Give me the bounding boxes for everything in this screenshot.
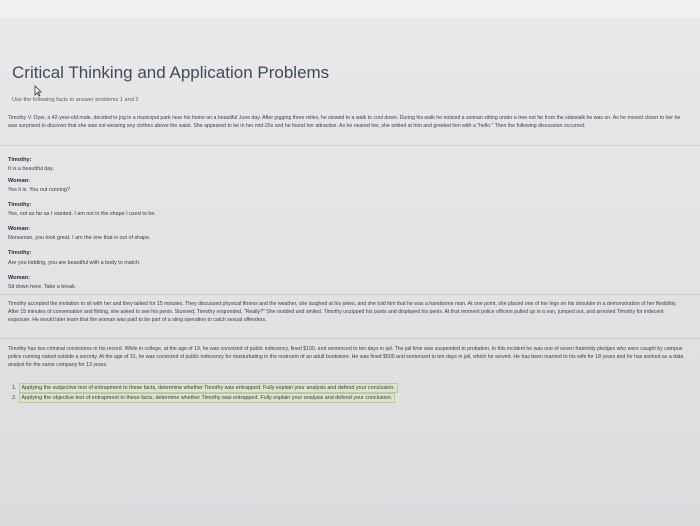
dialogue-line: Sit down here. Take a break. (8, 284, 77, 290)
divider (0, 338, 700, 339)
question-number: 2. (12, 395, 17, 401)
list-item (12, 383, 398, 393)
list-item (12, 393, 398, 403)
dialogue-speaker: Woman: (8, 275, 30, 281)
dialogue-line: Nonsense, you look great. I am the one that is out of shape. (8, 235, 151, 241)
question-text: Applying the subjective test of entrapment to these facts, determine whether Timothy was entrapped. Fully explain your analysis and defend your conclusion. (19, 383, 398, 393)
document-page (0, 18, 700, 526)
dialogue-line: Are you kidding, you are beautiful with a body to match. (8, 260, 141, 266)
dialogue-line: Yes, not as far as I wanted. I am not in the shape I used to be. (8, 211, 156, 217)
divider (0, 145, 700, 146)
scenario-paragraph: Timothy V. Oyer, a 42-year-old male, decided to jog in a municipal park near his home on a beautiful June day. After jogging three miles, he slowed to a walk to cool down. During his walk he noticed a woman sitting under a tree not far from the sidewalk he was on. As he moved closer to her he was surprised to discover that she was not wearing any clothes above the waist. She appeared to be in her mid-20s and he found her attractive. As he neared her, she smiled at him and greeted him with a "hello." Then the following discussion occurred: (8, 115, 681, 129)
dialogue-speaker: Woman: (8, 178, 30, 184)
intro-text: Use the following facts to answer problems 1 and 2 (12, 97, 139, 103)
dialogue-speaker: Timothy: (8, 250, 32, 256)
top-strip (0, 0, 700, 18)
dialogue-line: Yes it is. You out running? (8, 187, 70, 193)
question-number: 1. (12, 385, 17, 391)
divider (0, 294, 700, 295)
question-text: Applying the objective test of entrapment to these facts, determine whether Timothy was entrapped. Fully explain your analysis and defend your conclusion. (19, 393, 396, 403)
page-title: Critical Thinking and Application Problems (12, 63, 330, 82)
mouse-cursor-icon (34, 85, 42, 97)
dialogue-line: It is a beautiful day. (8, 166, 55, 172)
dialogue-speaker: Woman: (8, 226, 30, 232)
dialogue-speaker: Timothy: (8, 157, 32, 163)
arrest-paragraph: Timothy accepted the invitation to sit with her and they talked for 15 minutes. They discussed physical fitness and the weather, she laughed at his jokes, and she told him that he was a handsome man. At one point, she placed one of her legs on his shoulder in a demonstration of her flexibility. After 15 minutes of conversation and flirting, she asked to see his penis. Stunned, Timothy responded, "Really?" She nodded and smiled. Timothy unzipped his pants and displayed his penis. At that moment police officers pulled up in a van, jumped out, and arrested Timothy for indecent exposure. He would later learn that the woman was paid to be part of a sting operation to catch sexual offenders. (8, 301, 677, 323)
question-list (12, 383, 398, 403)
dialogue-speaker: Timothy: (8, 202, 32, 208)
history-paragraph: Timothy has two criminal convictions in his record. While in college, at the age of 19, he was convicted of public indecency, fined $100, and sentenced to ten days in jail. The jail time was suspended to probation. In this incident he was one of seven fraternity pledges who were caught by campus police running naked outside a sorority. At the age of 31, he was convicted of public indecency for masturbating in the restroom of an adult bookstore. He was fined $500 and sentenced to ten days in jail, which he served. He has been married to his wife for 18 years and he has worked as a data analyst for the same company for 13 years. (8, 346, 684, 368)
